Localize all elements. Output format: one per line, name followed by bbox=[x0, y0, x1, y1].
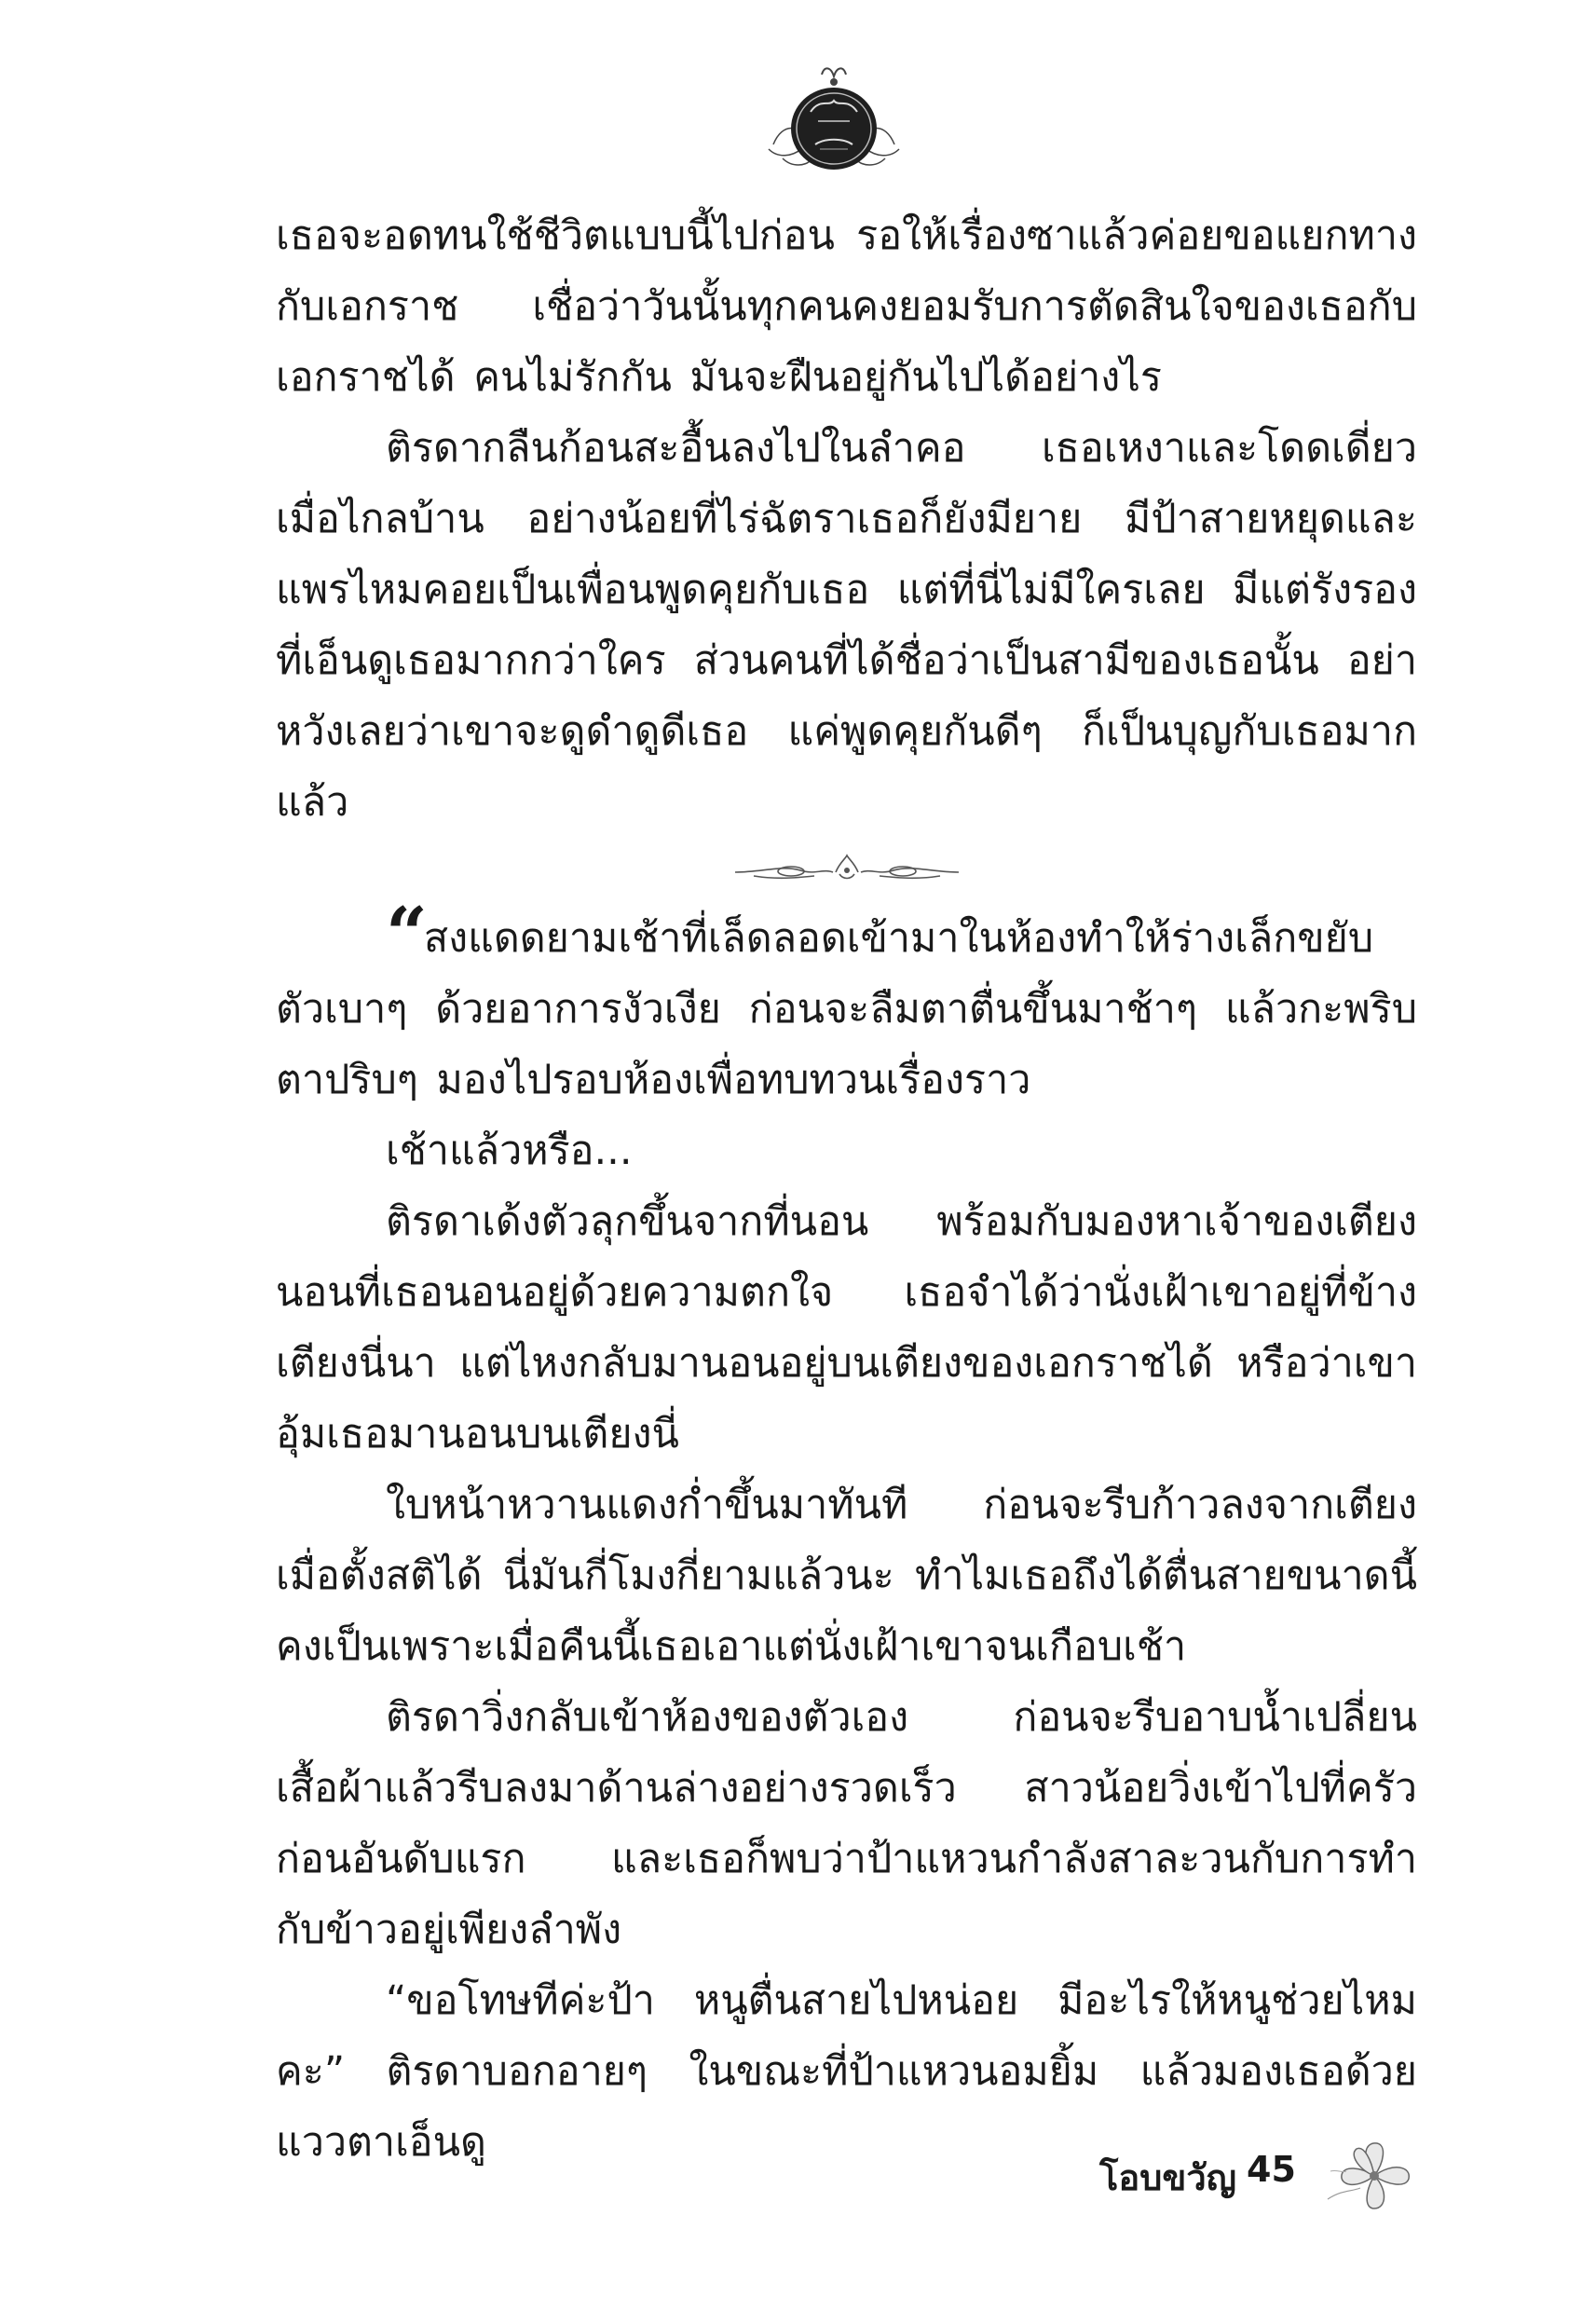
paragraph bbox=[276, 1115, 1417, 1186]
paragraph bbox=[276, 413, 1417, 838]
paragraph-text: ใบหน้าหวานแดงก่ำขึ้นมาทันที ก่อนจะรีบก้าวลงจากเตียงเมื่อตั้งสติได้ นี่มันกี่โมงกี่ยามแล้วนะ ทำไมเธอถึงได้ตื่นสายขนาดนี้ คงเป็นเพราะเมื่อคืนนี้เธอเอาแต่นั่งเฝ้าเขาจนเกือบเช้า bbox=[276, 1482, 1417, 1670]
paragraph bbox=[276, 200, 1417, 413]
paragraph-text: เช้าแล้วหรือ... bbox=[386, 1128, 633, 1174]
ornamental-divider-icon bbox=[726, 852, 968, 889]
paragraph-group-top bbox=[276, 200, 1417, 838]
paragraph-text: ติรดาเด้งตัวลุกขึ้นจากที่นอน พร้อมกับมองหาเจ้าของเตียงนอนที่เธอนอนอยู่ด้วยความตกใจ เธอจำได้ว่านั่งเฝ้าเขาอยู่ที่ข้างเตียงนี่นา แต่ไหงกลับมานอนอยู่บนเตียงของเอกราชได้ หรือว่าเขาอุ้มเธอมานอนบนเตียงนี่ bbox=[276, 1198, 1417, 1457]
body-text bbox=[276, 200, 1417, 2178]
paragraph-text: สงแดดยามเช้าที่เล็ดลอดเข้ามาในห้องทำให้ร่างเล็กขยับตัวเบาๆ ด้วยอาการงัวเงีย ก่อนจะลืมตาตื่นขึ้นมาช้าๆ แล้วกะพริบตาปริบๆ มองไปรอบห้องเพื่อทบทวนเรื่องราว bbox=[276, 915, 1417, 1103]
paragraph bbox=[276, 1682, 1417, 1965]
flower-icon bbox=[1323, 2134, 1425, 2218]
paragraph-text: เธอจะอดทนใช้ชีวิตแบบนี้ไปก่อน รอให้เรื่องซาแล้วค่อยขอแยกทางกับเอกราช เชื่อว่าวันนั้นทุกคนคงยอมรับการตัดสินใจของเธอกับเอกราชได้ คนไม่รักกัน มันจะฝืนอยู่กันไปได้อย่างไร bbox=[276, 212, 1417, 401]
paragraph bbox=[276, 1470, 1417, 1682]
paragraph-text: “ขอโทษทีค่ะป้า หนูตื่นสายไปหน่อย มีอะไรให้หนูช่วยไหมคะ” ติรดาบอกอายๆ ในขณะที่ป้าแหวนอมยิ้ม แล้วมองเธอด้วยแววตาเอ็นดู bbox=[276, 1977, 1417, 2166]
paragraph bbox=[276, 892, 1417, 1115]
paragraph-text: ติรดาวิ่งกลับเข้าห้องของตัวเอง ก่อนจะรีบอาบน้ำเปลี่ยนเสื้อผ้าแล้วรีบลงมาด้านล่างอย่างรวดเร็ว สาวน้อยวิ่งเข้าไปที่ครัวก่อนอันดับแรก และเธอก็พบว่าป้าแหวนกำลังสาละวนกับการทำกับข้าวอยู่เพียงลำพัง bbox=[276, 1694, 1417, 1953]
opening-quote-mark: “ bbox=[386, 892, 422, 977]
section-divider bbox=[276, 838, 1417, 903]
paragraph-text: ติรดากลืนก้อนสะอื้นลงไปในลำคอ เธอเหงาและโดดเดี่ยวเมื่อไกลบ้าน อย่างน้อยที่ไร่ฉัตราเธอก็ยังมียาย มีป้าสายหยุดและแพรไหมคอยเป็นเพื่อนพูดคุยกับเธอ แต่ที่นี่ไม่มีใครเลย มีแต่รังรองที่เอ็นดูเธอมากกว่าใคร ส่วนคนที่ได้ชื่อว่าเป็นสามีของเธอนั้น อย่าหวังเลยว่าเขาจะดูดำดูดีเธอ แค่พูดคุยกันดีๆ ก็เป็นบุญกับเธอมากแล้ว bbox=[276, 425, 1417, 826]
paragraph bbox=[276, 1186, 1417, 1470]
page-footer bbox=[1099, 2134, 1453, 2218]
page-number: 45 bbox=[1247, 2149, 1296, 2190]
paragraph-group-bottom bbox=[276, 892, 1417, 2178]
book-title: โอบขวัญ bbox=[1099, 2157, 1237, 2198]
publisher-logo-icon bbox=[764, 56, 904, 182]
